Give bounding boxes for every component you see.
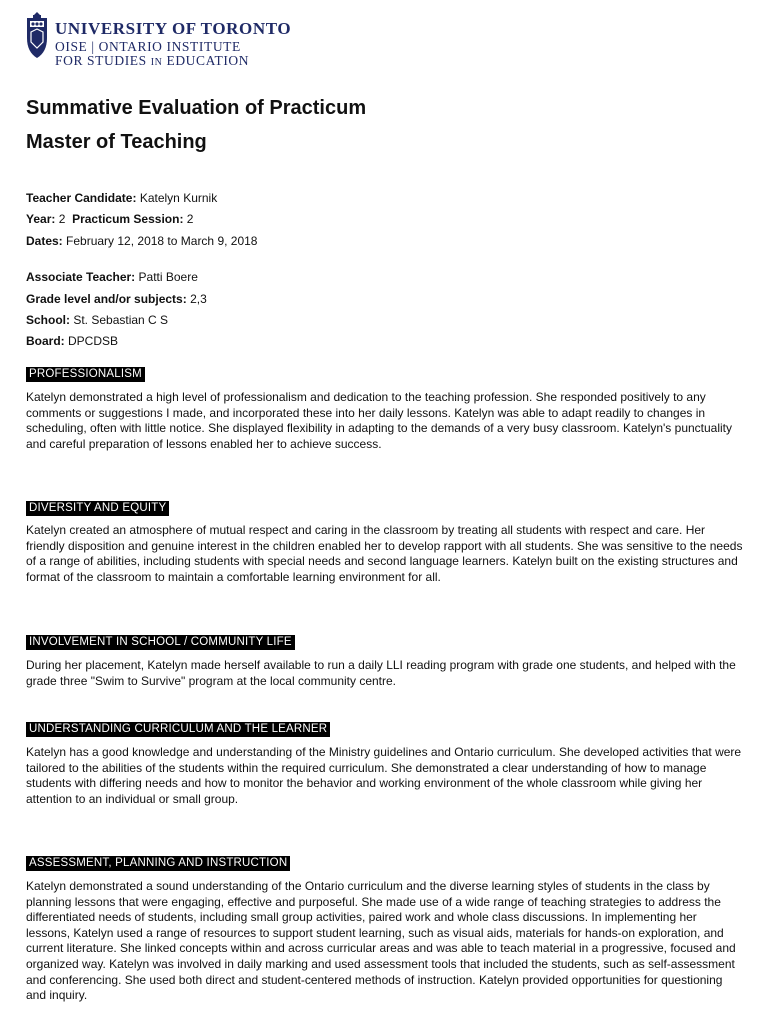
document-title: Summative Evaluation of Practicum — [26, 97, 367, 119]
grade-level-field — [26, 292, 207, 307]
session-label: Practicum Session: — [72, 212, 184, 226]
grade-level-label: Grade level and/or subjects: — [26, 292, 187, 306]
section-text-assessment-planning: Katelyn demonstrated a sound understanding of the Ontario curriculum and the diverse learning styles of students in the class by planning lessons that were engaging, effective and purposeful. She made use of a wide range of teaching strategies to address the differentiated needs of students, including small group activities, paired work and whole class discussions. In implementing her lessons, Katelyn used a range of resources to support student learning, such as visual aids, materials for hands-on exploration, and current literature. She linked concepts within and across curricular areas and was able to teach material in a progressive, focused and organized way. Katelyn was involved in daily marking and used assessment tools that included the students, such as self-assessment and conferencing. She used both direct and student-centered methods of instruction. Katelyn provided opportunities for questioning and inquiry. — [26, 879, 736, 1003]
section-heading-understanding-curriculum: UNDERSTANDING CURRICULUM AND THE LEARNER — [26, 722, 330, 737]
section-text-understanding-curriculum: Katelyn has a good knowledge and understanding of the Ministry guidelines and Ontario curriculum. She developed activities that were tailored to the abilities of the students within the required curriculum. She demonstrated a clear understanding of how to manage students with differing needs and how to monitor the behavior and working environment of the whole classroom while giving her attention to an individual or small group. — [26, 745, 742, 806]
studies-suffix: EDUCATION — [166, 53, 250, 68]
section-heading-involvement: INVOLVEMENT IN SCHOOL / COMMUNITY LIFE — [26, 635, 295, 650]
grade-level-value: 2,3 — [190, 292, 207, 306]
document-subtitle: Master of Teaching — [26, 131, 207, 153]
university-logo — [25, 12, 325, 72]
dates-field — [26, 234, 257, 249]
institute-name: OISE | ONTARIO INSTITUTE — [55, 39, 241, 54]
section-heading-professionalism: PROFESSIONALISM — [26, 367, 145, 382]
year-label: Year: — [26, 212, 56, 226]
school-value: St. Sebastian C S — [73, 313, 169, 327]
school-label: School: — [26, 313, 70, 327]
section-text-professionalism: Katelyn demonstrated a high level of professionalism and dedication to the teaching profession. She responded positively to any comments or suggestions I made, and incorporated these into her daily lessons. Katelyn was able to adapt readily to changes in scheduling, often with little notice. She displayed flexibility in adapting to the demands of a very busy classroom. Katelyn's punctuality and careful preparation of lessons enabled her to achieve success. — [26, 390, 733, 451]
section-heading-diversity-equity: DIVERSITY AND EQUITY — [26, 501, 169, 516]
year-value: 2 — [58, 212, 66, 226]
studies-prefix: FOR STUDIES — [55, 53, 147, 68]
associate-teacher-value: Patti Boere — [138, 270, 198, 284]
section-heading-assessment-planning: ASSESSMENT, PLANNING AND INSTRUCTION — [26, 856, 290, 871]
year-session-field — [26, 212, 193, 227]
board-field — [26, 334, 118, 349]
associate-teacher-label: Associate Teacher: — [26, 270, 136, 284]
teacher-candidate-field — [26, 191, 217, 206]
teacher-candidate-value: Katelyn Kurnik — [139, 191, 218, 205]
board-label: Board: — [26, 334, 65, 348]
university-name: UNIVERSITY OF TORONTO — [55, 19, 292, 38]
dates-label: Dates: — [26, 234, 63, 248]
institute-subtitle — [55, 53, 249, 69]
school-field — [26, 313, 168, 328]
board-value: DPCDSB — [68, 334, 119, 348]
section-text-involvement: During her placement, Katelyn made herself available to run a daily LLI reading program with grade one students, and helped with the grade three "Swim to Survive" program at the local community centre. — [26, 658, 736, 688]
associate-teacher-field — [26, 270, 198, 285]
university-crest-icon — [25, 12, 49, 60]
teacher-candidate-label: Teacher Candidate: — [26, 191, 137, 205]
session-value: 2 — [186, 212, 194, 226]
section-text-diversity-equity: Katelyn created an atmosphere of mutual respect and caring in the classroom by treating all students with respect and care. Her friendly disposition and genuine interest in the children enabled her to develop rapport with all students. She was sensitive to the needs of a range of abilities, including students with special needs and second language learners. Katelyn built on the existing structures and format of the classroom to maintain a comfortable learning environment for all. — [26, 523, 743, 584]
studies-in: IN — [150, 57, 163, 68]
dates-value: February 12, 2018 to March 9, 2018 — [66, 234, 258, 248]
